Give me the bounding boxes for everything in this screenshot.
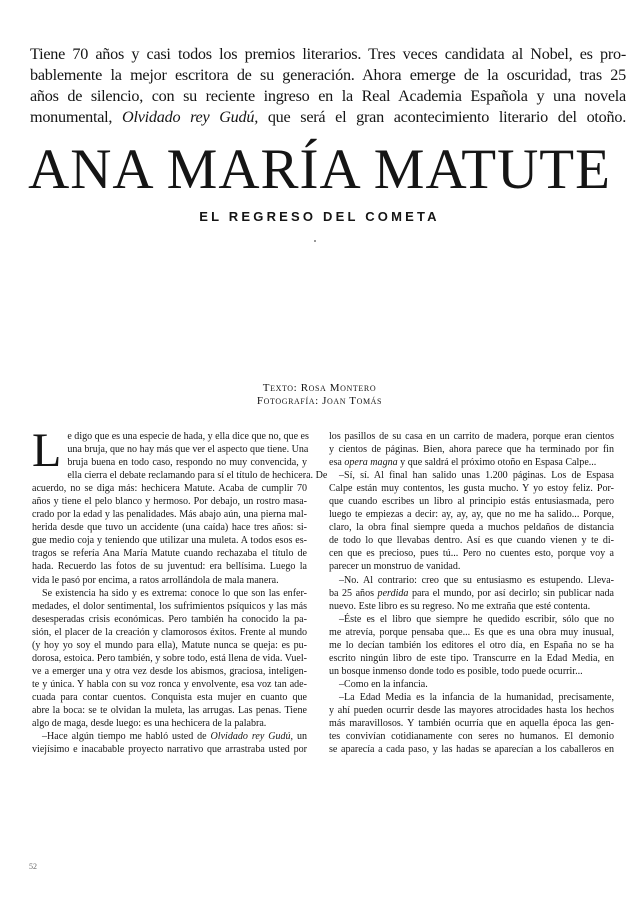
text-line: viejísimo e inacabable proyecto narrativo que arrastraba usted por xyxy=(32,744,307,756)
text-line: ve a emerger una y otra vez desde los abismos, graciosa, inteligen- xyxy=(32,665,307,677)
text-line xyxy=(329,456,614,469)
text-line: nuevo. Este libro es su regreso. No me extraña que esté contenta. xyxy=(329,600,591,612)
text-fragment: para el mundo, por así decirlo; sin publicar nada xyxy=(408,587,614,599)
author-credit: Texto: Rosa Montero xyxy=(262,382,377,394)
text-line: Calpe están muy contentos, les gusta mucho. Y yo estoy feliz. Por- xyxy=(329,483,614,495)
text-line: un bosque inmenso donde todo es posible, todo puede ocurrir... xyxy=(329,665,583,677)
text-line: tes convivían cotidianamente con seres no humanos. El demonio xyxy=(329,731,614,743)
text-fragment: ba 25 años xyxy=(329,587,378,599)
lead-line-start: monumental, xyxy=(30,108,123,126)
text-line: me lo decían también los editores el otro día, en España no se ha xyxy=(329,639,614,651)
text-line: acuerdo, no se diga más: hechicera Matute. Acaba de cumplir 70 xyxy=(32,483,307,495)
lead-line: años de silencio, con su reciente ingreso en la Real Academia Española y una novela xyxy=(30,87,626,105)
text-fragment: esa xyxy=(329,457,345,469)
text-line: desesperadas crisis económicas. Pero también ha conocido la pa- xyxy=(32,613,307,625)
text-line: más maravillosos. Y también ocurría que en aquella época las gen- xyxy=(329,718,614,730)
left-column xyxy=(32,424,328,756)
text-line xyxy=(329,587,614,600)
text-line: sión, el placer de la creación y clamorosos éxitos. Frente al mundo xyxy=(32,626,307,638)
text-fragment: y que saldrá el próximo otoño en Espasa Calpe... xyxy=(397,457,597,469)
text-line: –No. Al contrario: creo que su entusiasmo es estupendo. Lleva- xyxy=(339,574,614,586)
page-title: ANA MARÍA MATUTE xyxy=(28,138,611,201)
text-line: hada. Recuerdo las fotos de su juventud: era bellísima. Luego la xyxy=(32,561,307,573)
lead-line: bablemente la mejor escritora de su generación. Ahora emerge de la oscuridad, tras 25 xyxy=(30,66,626,84)
lead-line-tail: que será el gran acontecimiento literario del otoño. xyxy=(258,108,626,126)
text-line: ella cierra el debate reclamando para sí el título de hechicera. De xyxy=(67,470,328,482)
emphasis: opera magna xyxy=(344,457,398,469)
text-line: claro, la obra final siempre queda a muchos peldaños de distancia xyxy=(329,522,614,534)
emphasis: perdida xyxy=(377,587,409,599)
text-line: dorosa, estoica. Pero también, y sobre todo, está llena de vida. Vuel- xyxy=(32,652,307,664)
ornament-dot xyxy=(314,240,316,242)
text-line: –Sí, sí. Al final han salido unas 1.200 páginas. Los de Espasa xyxy=(339,470,614,482)
lead-line xyxy=(30,107,626,128)
text-line: de todo lo que llevabas dentro. Así es que cuando vienen y te di- xyxy=(329,535,614,547)
text-line: vida le pasó por encima, a ratos arrollándola de mala manera. xyxy=(32,574,279,586)
text-line: e digo que es una especie de hada, y ella dice que no, que es xyxy=(67,431,309,442)
photo-credit: Fotografía: Joan Tomás xyxy=(256,395,383,407)
text-line: luego te empiezas a decir: ay, ay, ay, que no me ha salido... Porque, xyxy=(329,509,614,521)
text-fragment: un xyxy=(293,731,308,743)
text-line: años y tiene el pelo blanco y hermoso. Por debajo, un rostro masa- xyxy=(32,496,307,508)
text-line: medades, el dolor sentimental, los sufrimientos psíquicos y las más xyxy=(32,600,307,612)
lead-line: Tiene 70 años y casi todos los premios literarios. Tres veces candidata al Nobel, es pro- xyxy=(30,45,626,63)
credits xyxy=(200,382,439,408)
text-line: algo de maga, desde luego: es una hechicera de la palabra. xyxy=(32,718,267,730)
novel-title: Olvidado rey Gudú, xyxy=(122,108,259,126)
drop-cap: L xyxy=(32,424,62,477)
text-line: tragos se refería Ana María Matute cuando rechazaba el título de xyxy=(32,548,307,560)
right-column xyxy=(329,430,614,756)
subtitle: EL REGRESO DEL COMETA xyxy=(199,209,440,224)
text-line: abre la boca: se te olvidan la muleta, las arrugas. Las penas. Tiene xyxy=(32,704,307,716)
text-line: herida desde que tuvo un accidente (una caída) hace tres años: si- xyxy=(32,522,307,534)
text-line xyxy=(32,730,307,743)
text-line: te y única. Y habla con su voz ronca y envolvente, esa voz tan ade- xyxy=(32,678,307,690)
novel-title: Olvidado rey Gudú, xyxy=(210,731,294,743)
text-line: bruja buena en todo caso, respondo no muy convencida, y xyxy=(67,457,307,469)
lead-paragraph xyxy=(30,44,626,128)
text-line: cuada para contar cuentos. Conquista esta mujer en cuanto que xyxy=(32,691,307,703)
text-line: y cientos de páginas. Bien, ahora parece que ha terminado por fin xyxy=(329,444,614,456)
text-line: parecer un monstruo de vanidad. xyxy=(329,561,461,573)
text-line: crado por la edad y las penalidades. Más abajo aún, una pierna mal- xyxy=(32,509,307,521)
text-line: se aparecía a cada paso, y las hadas se aparecían a los caballeros en xyxy=(329,744,614,756)
text-line: –La Edad Media es la infancia de la humanidad, precisamente, xyxy=(339,691,614,703)
text-line: escrito ningún libro de este tipo. Transcurre en la Edad Media, en xyxy=(329,652,614,664)
text-line: que cuando escribes un libro al principio estás entusiasmada, pero xyxy=(329,496,614,508)
text-line: –Éste es el libro que siempre he quedido escribir, sólo que no xyxy=(339,613,614,625)
text-line: Se existencia ha sido y es extrema: conoce lo que son las enfer- xyxy=(42,587,307,599)
text-line: gue medio coja y teniendo que utilizar una muleta. A todos esos es- xyxy=(32,535,307,547)
text-line: una bruja, que no hay más que ver el aspecto que tiene. Una xyxy=(67,444,309,456)
page-number: 52 xyxy=(29,862,37,871)
text-line: cen que es precioso, pues tú... Pero no cuentes esto, porque voy a xyxy=(329,548,614,560)
text-line: y ahí pueden ocurrir desde las mayores atrocidades hasta los hechos xyxy=(329,704,614,716)
text-line: (y hoy yo soy el mundo para ella), Matute nunca se queja: es pu- xyxy=(32,639,307,651)
text-line: –Como en la infancia. xyxy=(339,678,428,690)
text-line: me atrevía, porque pensaba que... Es que es una obra muy inusual, xyxy=(329,626,614,638)
text-fragment: –Hace algún tiempo me habló usted de xyxy=(42,731,211,743)
text-line: los pasillos de su casa en un carrito de madera, porque eran cientos xyxy=(329,431,614,442)
